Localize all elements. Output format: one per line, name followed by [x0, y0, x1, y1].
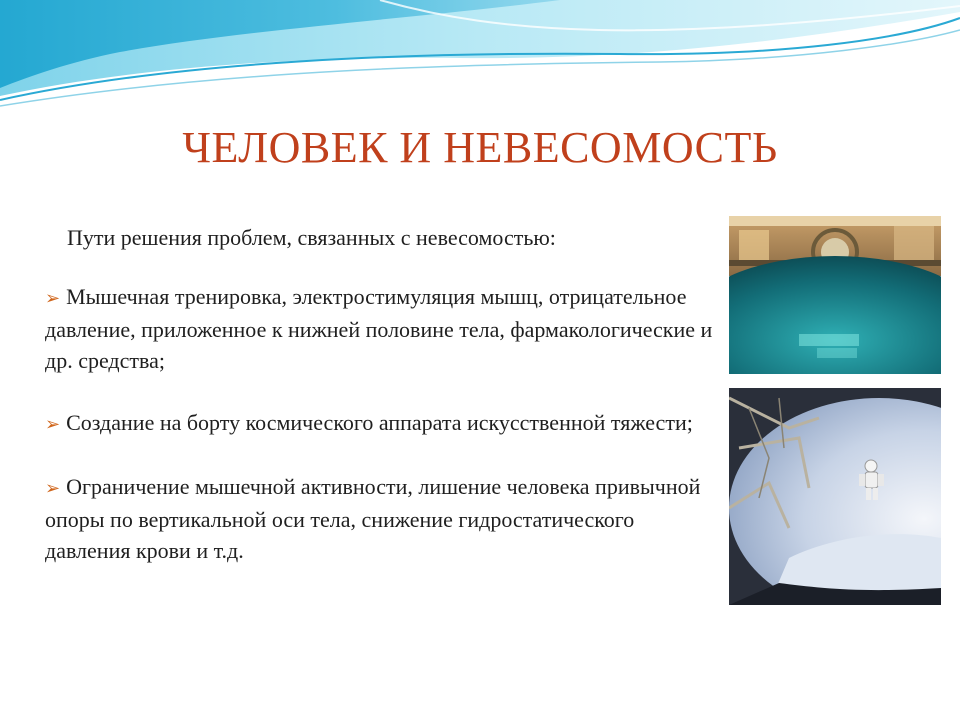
bullet-text: Создание на борту космического аппарата искусственной тяжести;: [66, 410, 693, 435]
header-wave-decoration: [0, 0, 960, 120]
bullet-text: Мышечная тренировка, электростимуляция мышц, отрицательное давление, приложенное к нижней половине тела, фармакологические и др. средства;: [45, 284, 713, 373]
bullet-item: [45, 281, 715, 376]
arrow-bullet-icon: ➢: [45, 478, 61, 498]
bullet-item: [45, 407, 715, 440]
slide-body: [45, 222, 715, 597]
arrow-bullet-icon: ➢: [45, 288, 61, 308]
slide-title: ЧЕЛОВЕК И НЕВЕСОМОСТЬ: [182, 123, 778, 172]
astronaut-photo: [729, 388, 941, 605]
arrow-bullet-icon: ➢: [45, 414, 61, 434]
pool-photo: [729, 216, 941, 374]
bullet-item: [45, 471, 715, 566]
bullet-text: Ограничение мышечной активности, лишение человека привычной опоры по вертикальной оси тела, снижение гидростатического давления крови и т.д.: [45, 474, 701, 563]
intro-text: Пути решения проблем, связанных с невесомостью:: [67, 225, 556, 250]
